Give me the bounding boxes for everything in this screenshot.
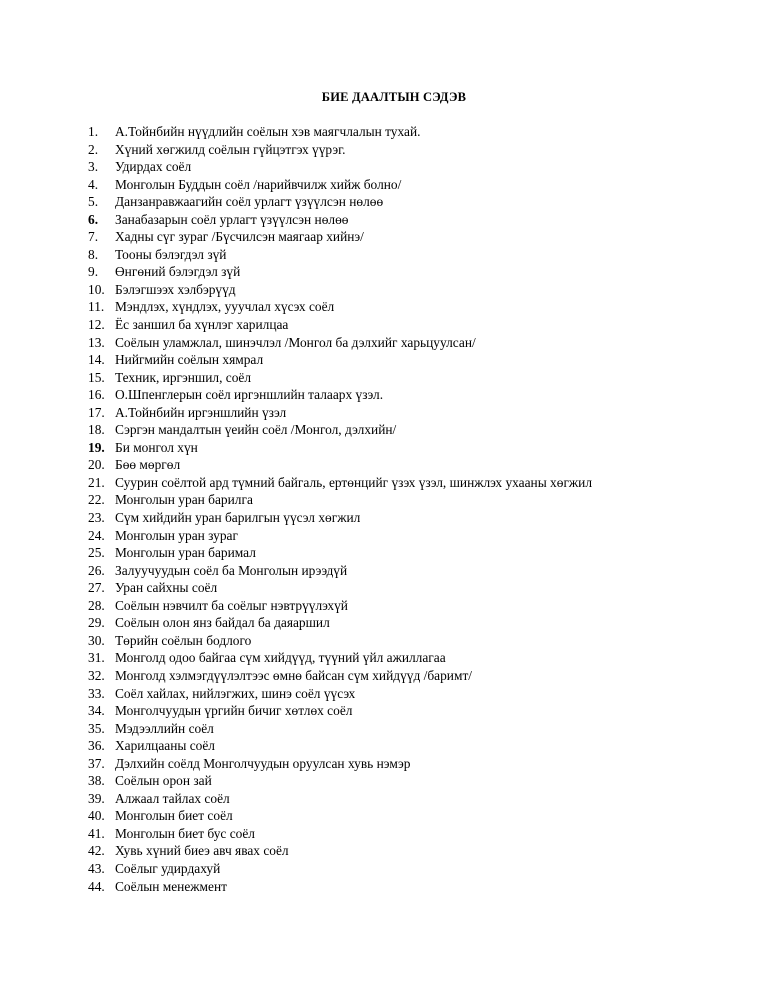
item-number: 12.: [88, 317, 105, 333]
list-item: [88, 632, 592, 650]
item-text: А.Тойнбийн иргэншлийн үзэл: [115, 404, 287, 420]
item-number: 8.: [88, 246, 99, 262]
list-item: [88, 772, 592, 790]
item-number: 14.: [88, 352, 105, 368]
list-item: [88, 123, 592, 141]
item-number: 30.: [88, 632, 105, 648]
list-item: [88, 491, 592, 509]
item-number: 16.: [88, 387, 105, 403]
item-text: Би монгол хүн: [115, 439, 198, 455]
list-item: [88, 456, 592, 474]
list-item: [88, 474, 592, 492]
list-item: [88, 878, 592, 896]
item-number: 3.: [88, 159, 99, 175]
item-number: 5.: [88, 194, 99, 210]
list-item: [88, 667, 592, 685]
item-text: Монголын биет соёл: [115, 808, 233, 824]
list-item: [88, 158, 592, 176]
item-number: 23.: [88, 510, 105, 526]
list-item: [88, 544, 592, 562]
item-text: Монголын уран барилга: [115, 492, 253, 508]
item-text: Соёлыг удирдахуй: [115, 860, 221, 876]
list-item: [88, 246, 592, 264]
item-number: 19.: [88, 439, 105, 455]
item-text: Дэлхийн соёлд Монголчуудын оруулсан хувь нэмэр: [115, 755, 411, 771]
list-item: [88, 439, 592, 457]
list-item: [88, 614, 592, 632]
item-text: Монголын уран зураг: [115, 527, 238, 543]
item-text: Алжаал тайлах соёл: [115, 790, 230, 806]
item-text: Соёлын уламжлал, шинэчлэл /Монгол ба дэлхийг харьцуулсан/: [115, 334, 476, 350]
item-text: Сэргэн мандалтын үеийн соёл /Монгол, дэлхийн/: [115, 422, 397, 438]
list-item: [88, 211, 592, 229]
item-text: Хувь хүний биеэ авч явах соёл: [115, 843, 289, 859]
item-text: Бэлэгшээх хэлбэрүүд: [115, 281, 236, 297]
list-item: [88, 351, 592, 369]
item-number: 42.: [88, 843, 105, 859]
item-text: Харилцааны соёл: [115, 738, 215, 754]
item-text: Хадны сүг зураг /Бүсчилсэн маягаар хийнэ/: [115, 229, 364, 245]
list-item: [88, 334, 592, 352]
item-text: Мэндлэх, хүндлэх, ууучлал хүсэх соёл: [115, 299, 335, 315]
list-item: [88, 755, 592, 773]
item-text: Техник, иргэншил, соёл: [115, 369, 252, 385]
item-number: 31.: [88, 650, 105, 666]
item-text: Монголд одоо байгаа сүм хийдүүд, түүний үйл ажиллагаа: [115, 650, 446, 666]
item-number: 33.: [88, 685, 105, 701]
list-item: [88, 316, 592, 334]
item-text: Суурин соёлтой ард түмний байгаль, ертөнцийг үзэх үзэл, шинжлэх ухааны хөгжил: [115, 474, 593, 490]
item-text: Монголын Буддын соёл /нарийвчилж хийж болно/: [115, 176, 402, 192]
list-item: [88, 369, 592, 387]
list-item: [88, 720, 592, 738]
list-item: [88, 685, 592, 703]
item-text: Төрийн соёлын бодлого: [115, 632, 252, 648]
list-item: [88, 298, 592, 316]
item-number: 35.: [88, 720, 105, 736]
item-text: Соёлын менежмент: [115, 878, 227, 894]
list-item: [88, 737, 592, 755]
item-number: 13.: [88, 334, 105, 350]
item-number: 22.: [88, 492, 105, 508]
item-text: Монголчуудын үргийн бичиг хөтлөх соёл: [115, 703, 353, 719]
item-number: 24.: [88, 527, 105, 543]
item-text: Ёс заншил ба хүнлэг харилцаа: [115, 317, 289, 333]
list-item: [88, 141, 592, 159]
list-item: [88, 702, 592, 720]
item-text: Хүний хөгжилд соёлын гүйцэтгэх үүрэг.: [115, 141, 346, 157]
item-text: Занабазарын соёл урлагт үзүүлсэн нөлөө: [115, 211, 349, 227]
item-text: Өнгөний бэлэгдэл зүй: [115, 264, 241, 280]
item-number: 37.: [88, 755, 105, 771]
list-item: [88, 597, 592, 615]
list-item: [88, 860, 592, 878]
item-text: О.Шпенглерын соёл иргэншлийн талаарх үзэл.: [115, 387, 384, 403]
item-text: Монголын уран баримал: [115, 545, 256, 561]
list-item: [88, 386, 592, 404]
item-text: Данзанравжаагийн соёл урлагт үзүүлсэн нөлөө: [115, 194, 384, 210]
item-text: А.Тойнбийн нүүдлийн соёлын хэв маягчлалын тухай.: [115, 124, 421, 139]
item-text: Нийгмийн соёлын хямрал: [115, 352, 264, 368]
item-text: Монголд хэлмэгдүүлэлтээс өмнө байсан сүм хийдүүд /баримт/: [115, 667, 473, 683]
item-number: 36.: [88, 738, 105, 754]
item-number: 1.: [88, 124, 99, 139]
item-number: 27.: [88, 580, 105, 596]
item-number: 11.: [88, 299, 105, 315]
list-item: [88, 825, 592, 843]
item-number: 26.: [88, 562, 105, 578]
item-number: 41.: [88, 825, 105, 841]
item-number: 43.: [88, 860, 105, 876]
item-number: 44.: [88, 878, 105, 894]
item-text: Соёл хайлах, нийлэгжих, шинэ соёл үүсэх: [115, 685, 356, 701]
list-item: [88, 562, 592, 580]
list-item: [88, 263, 592, 281]
item-text: Удирдах соёл: [115, 159, 192, 175]
list-item: [88, 807, 592, 825]
item-text: Тооны бэлэгдэл зүй: [115, 246, 227, 262]
list-item: [88, 509, 592, 527]
item-number: 39.: [88, 790, 105, 806]
item-number: 40.: [88, 808, 105, 824]
item-number: 4.: [88, 176, 99, 192]
item-number: 21.: [88, 474, 105, 490]
topic-list: [88, 123, 592, 895]
list-item: [88, 527, 592, 545]
item-number: 20.: [88, 457, 105, 473]
item-text: Соёлын олон янз байдал ба даяаршил: [115, 615, 330, 631]
list-item: [88, 404, 592, 422]
item-text: Мэдээллийн соёл: [115, 720, 214, 736]
list-item: [88, 281, 592, 299]
item-number: 2.: [88, 141, 99, 157]
item-number: 28.: [88, 597, 105, 613]
item-number: 10.: [88, 281, 105, 297]
item-number: 15.: [88, 369, 105, 385]
item-number: 9.: [88, 264, 99, 280]
list-item: [88, 228, 592, 246]
list-item: [88, 193, 592, 211]
item-number: 29.: [88, 615, 105, 631]
list-item: [88, 421, 592, 439]
list-item: [88, 842, 592, 860]
list-item: [88, 790, 592, 808]
item-number: 7.: [88, 229, 99, 245]
list-item: [88, 649, 592, 667]
list-item: [88, 579, 592, 597]
item-text: Залуучуудын соёл ба Монголын ирээдүй: [115, 562, 348, 578]
page-title: БИЕ ДААЛТЫН СЭДЭВ: [321, 90, 467, 104]
item-text: Монголын биет бус соёл: [115, 825, 255, 841]
item-text: Соёлын орон зай: [115, 773, 212, 789]
item-text: Соёлын нэвчилт ба соёлыг нэвтрүүлэхүй: [115, 597, 348, 613]
item-number: 25.: [88, 545, 105, 561]
item-text: Сүм хийдийн уран барилгын үүсэл хөгжил: [115, 510, 361, 526]
item-text: Бөө мөргөл: [115, 457, 181, 473]
item-number: 32.: [88, 667, 105, 683]
item-number: 6.: [88, 211, 99, 227]
item-number: 34.: [88, 703, 105, 719]
item-number: 17.: [88, 404, 105, 420]
item-number: 18.: [88, 422, 105, 438]
item-number: 38.: [88, 773, 105, 789]
list-item: [88, 176, 592, 194]
item-text: Уран сайхны соёл: [115, 580, 218, 596]
